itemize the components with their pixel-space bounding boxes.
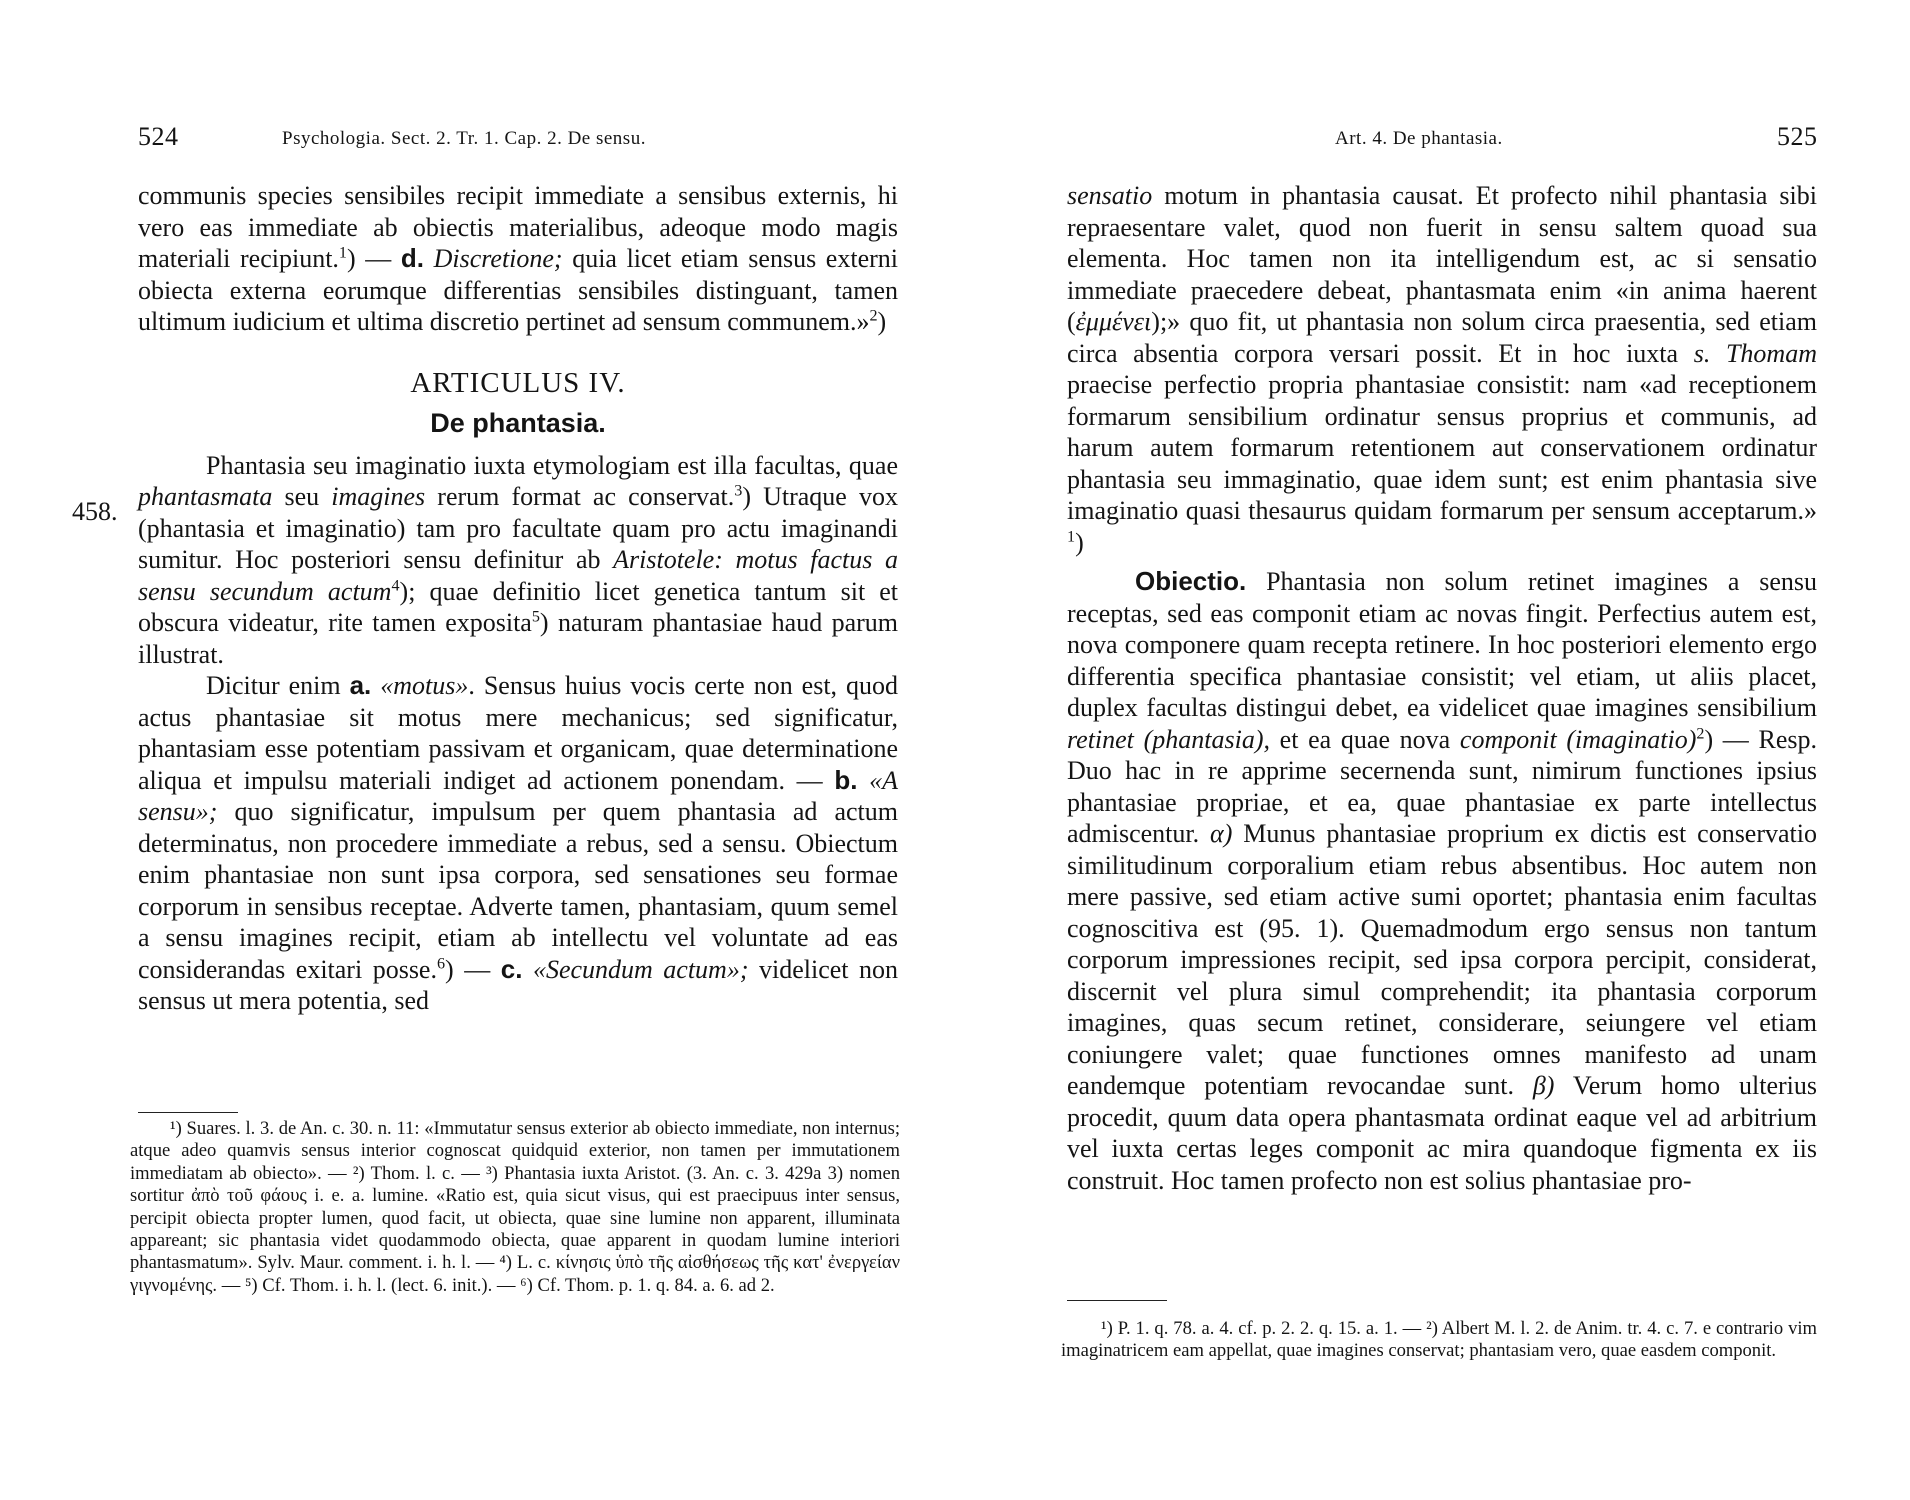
text-run: praecise perfectio propria phantasiae consistit: nam «ad receptionem formarum sensibilium ordinatur sensus proprius et communis, ad harum autem formarum retentionem aut conservationem ordinatur phantasia seu immaginatio, quae idem sunt; est enim phantasia sive imaginatio quasi thesaurus quidam formarum per sensum acceptarum.»: [1067, 370, 1817, 525]
article-title: De phantasia.: [430, 407, 606, 438]
italic-term: «A sensu»;: [138, 765, 898, 826]
footnote-ref: 1: [1067, 527, 1076, 545]
article-heading: ARTICULUS IV.: [410, 366, 626, 399]
footnote-rule: [138, 1112, 238, 1113]
left-body-text: [138, 180, 898, 1017]
greek-enum: α): [1210, 819, 1233, 848]
obiectio-label: Obiectio.: [1135, 566, 1247, 596]
right-body-text: [1067, 180, 1817, 1196]
footnote-ref: 2: [869, 307, 878, 325]
italic-term: componit (imaginatio): [1459, 724, 1697, 754]
footnote-ref: 6: [436, 954, 446, 972]
italic-term: retinet (phantasia),: [1067, 724, 1270, 754]
item-label: a.: [349, 670, 372, 700]
right-running-head: [955, 122, 1910, 156]
italic-term: «motus»: [380, 671, 469, 700]
footnote-ref: 4: [391, 576, 400, 594]
footnote-ref: 5: [531, 608, 540, 626]
italic-term: imagines: [331, 482, 426, 511]
right-running-title: Art. 4. De phantasia.: [1335, 128, 1503, 149]
text-run: Phantasia non solum retinet imagines a sensu receptas, sed eas componit etiam ac novas fingit. Perfectius autem est, nova componere quam recepta retinere. In hoc posteriori elemento ergo differentia specifica phantasiae consistit; vel etiam, ut aliis placet, duplex facultas distingui debet, ea videlicet quae imagines sensibilium: [1067, 567, 1817, 722]
text-run: videlicet non sensus ut mera potentia, sed: [138, 954, 899, 1015]
margin-number: 458.: [72, 497, 118, 526]
text-run: —: [453, 954, 501, 984]
italic-term: phantasmata: [138, 482, 273, 511]
italic-term: s. Thomam: [1693, 338, 1817, 368]
left-running-head: [0, 122, 955, 156]
text-run: — Resp. Duo hac in re apprime secernenda sunt, nimirum functiones ipsius phantasiae propriae, et ea, quae phantasiae ex parte intellectus admiscentur.: [1067, 724, 1817, 848]
text-run: . Sensus huius vocis certe non est, quod actus phantasiae sit motus mere mechanicus; sed significatur, phantasiam esse potentiam passivam et organicam, quae determinatione aliqua et impulsu materiali indiget ad actionem ponendam. —: [138, 671, 899, 795]
greek-word: ἐμμένει: [1075, 307, 1152, 336]
right-page-number: 525: [1777, 122, 1818, 151]
footnote-rule: [1067, 1300, 1167, 1301]
left-footnotes: [130, 1118, 900, 1297]
text-run: quia licet etiam sensus externi obiecta externa eorumque differentias sensibiles distinguant, tamen ultimum iudicium et ultima discretio pertinet ad sensum communem.»: [138, 244, 898, 336]
footnote-ref: 1: [338, 244, 347, 262]
text-run: —: [355, 244, 401, 273]
item-label: c.: [500, 953, 523, 984]
greek-enum: β): [1532, 1071, 1555, 1100]
right-page: [955, 0, 1910, 1500]
text-run: Munus phantasiae proprium ex dictis est conservatio similitudinum corporalium etiam rebus absentibus. Hoc autem non mere passive, sed etiam active sumi oportet; phantasia enim facultas cognoscitiva est (95. 1). Quemadmodum ergo sensus non tantum corporum impressiones recipit, sed ipsa corpora percipit, considerat, discernit vel plura simul comprehendit; ita phantasia corporum imagines, quas secum retinet, considerare, seiungere vel etiam coniungere valet; quae functiones omnes manifesto ad unam eandemque potentiam revocandae sunt.: [1067, 819, 1817, 1100]
text-run: quo significatur, impulsum per quem phantasia ad actum determinatus, non procedere immediate a rebus, sed a sensu. Obiectum enim phantasiae non sunt ipsa corpora, sed sensationes seu formae corporum in sensibus receptae. Adverte tamen, phantasiam, quum semel a sensu imagines recipit, etiam ab intellectu vel voluntate ad eas considerandas exitari posse.: [138, 797, 898, 984]
text-run: Dicitur enim: [206, 671, 350, 700]
text-run: et ea quae nova: [1269, 724, 1460, 754]
text-run: );» quo fit, ut phantasia non solum circa praesentia, sed etiam circa absentia corpora versari possit. Et in hoc iuxta: [1067, 307, 1817, 368]
text-run: naturam phantasiae haud parum illustrat.: [138, 608, 898, 669]
footnote-ref: 2: [1696, 724, 1705, 742]
text-run: ; quae definitio licet genetica tantum sit et obscura videatur, rite tamen exposita: [138, 576, 899, 637]
italic-term: Aristotele: motus factus a sensu secundum actum: [138, 545, 898, 606]
right-footnotes: [1061, 1318, 1817, 1363]
text-run: communis species sensibiles recipit immediate a sensibus externis, hi vero eas immediate ab obiectis materialibus, adeoque modo magis materiali recipiunt.: [138, 181, 898, 273]
item-label: d.: [400, 243, 424, 273]
left-running-title: Psychologia. Sect. 2. Tr. 1. Cap. 2. De sensu.: [282, 128, 646, 149]
text-run: motum in phantasia causat. Et profecto nihil phantasia sibi repraesentare valet, quod non fuerit in sensu saltem quoad sua elementa. Hoc tamen non ita intelligendum est, ac si sensatio immediate praecedere debeat, phantasmata enim «in anima haerent (: [1067, 181, 1817, 336]
italic-term: Discretione;: [433, 244, 563, 273]
left-page-number: 524: [138, 122, 179, 151]
footnote-ref: 3: [734, 482, 743, 500]
continued-paragraph: sensatio motum in phantasia causat. Et profecto nihil phantasia sibi repraesentare valet, quod non fuerit in sensu saltem quoad sua elementa. Hoc tamen non ita intelligendum est, ac si sensatio immediate praecedere debeat, phantasmata enim «in anima haerent (ἐμμένει);» quo fit, ut phantasia non solum circa praesentia, sed etiam circa absentia corpora versari possit. Et in hoc iuxta s. Thomam praecise perfectio propria phantasiae consistit: nam «ad receptionem formarum sensibilium ordinatur sensus proprius et communis, ad harum autem formarum retentionem aut conservationem ordinatur phantasia seu immaginatio, quae idem sunt; est enim phantasia sive imaginatio quasi thesaurus quidam formarum per sensum acceptarum.» $^1$): [1067, 181, 1817, 557]
text-run: seu: [272, 482, 332, 511]
text-run: Utraque vox (phantasia et imaginatio) tam pro facultate quam pro actu imaginandi sumitur. Hoc posteriori sensu definitur ab: [138, 482, 898, 574]
italic-term: «Secundum actum»;: [532, 954, 749, 984]
item-label: b.: [834, 764, 858, 795]
text-run: rerum format ac conservat.: [425, 482, 735, 511]
paragraph-dicitur: Dicitur enim a. «motus». Sensus huius vocis certe non est, quod actus phantasiae sit motus mere mechanicus; sed significatur, phantasiam esse potentiam passivam et organicam, quae determinatione aliqua et impulsu materiali indiget ad actionem ponendam. — b. «A sensu»; quo significatur, impulsum per quem phantasia ad actum determinatus, non procedere immediate a rebus, sed a sensu. Obiectum enim phantasiae non sunt ipsa corpora, sed sensationes seu formae corporum in sensibus receptae. Adverte tamen, phantasiam, quum semel a sensu imagines recipit, etiam ab intellectu vel voluntate ad eas considerandas exitari posse.$^6$) — c. «Secundum actum»; videlicet non sensus ut mera potentia, sed: [138, 670, 899, 1015]
footnote-text: ¹) P. 1. q. 78. a. 4. cf. p. 2. 2. q. 15. a. 1. — ²) Albert M. l. 2. de Anim. tr. 4. c. 7. e contrario vim imaginatricem eam appellat, quae imagines conservat; phantasiam vero, quae easdem componit.: [1061, 1318, 1817, 1362]
paragraph-obiectio: Obiectio. Phantasia non solum retinet imagines a sensu receptas, sed eas componit etiam ac novas fingit. Perfectius autem est, nova componere quam recepta retinere. In hoc posteriori elemento ergo differentia specifica phantasiae consistit; vel etiam, ut aliis placet, duplex facultas distingui debet, ea videlicet quae imagines sensibilium retinet (phantasia), et ea quae nova componit (imaginatio)$^2$) — Resp. Duo hac in re apprime secernenda sunt, nimirum functiones ipsius phantasiae propriae, et ea, quae phantasiae ex parte intellectus admiscentur. α) Munus phantasiae proprium ex dictis est conservatio similitudinum corporalium etiam rebus absentibus. Hoc autem non mere passive, sed etiam active sumi oportet; phantasia enim facultas cognoscitiva est (95. 1). Quemadmodum ergo sensus non tantum corporum impressiones recipit, sed ipsa corpora percipit, considerat, discernit vel plura simul comprehendit; ita phantasia corporum imagines, quas secum retinet, considerare, seiungere vel etiam coniungere valet; quae functiones omnes manifesto ad unam eandemque potentiam revocandae sunt. β) Verum homo ulterius procedit, quum data opera phantasmata ordinat eaque vel ad arbitrium vel iuxta certas leges componit ac mira quandoque figmenta ex iis construit. Hoc tamen profecto non est solius phantasiae pro-: [1067, 566, 1817, 1195]
text-run: Verum homo ulterius procedit, quum data opera phantasmata ordinat eaque vel ad arbitrium vel iuxta certas leges componit ac mira quandoque figmenta ex iis construit. Hoc tamen profecto non est solius phantasiae pro-: [1067, 1071, 1817, 1195]
paragraph-458: Phantasia seu imaginatio iuxta etymologiam est illa facultas, quae phantasmata seu imagines rerum format ac conservat.$^3$) Utraque vox (phantasia et imaginatio) tam pro facultate quam pro actu imaginandi sumitur. Hoc posteriori sensu definitur ab Aristotele: motus factus a sensu secundum actum$^4$); quae definitio licet genetica tantum sit et obscura videatur, rite tamen exposita$^5$) naturam phantasiae haud parum illustrat.: [138, 450, 899, 669]
text-run: Phantasia seu imaginatio iuxta etymologiam est illa facultas, quae: [206, 450, 898, 480]
continued-paragraph: communis species sensibiles recipit immediate a sensibus externis, hi vero eas immediate ab obiectis materialibus, adeoque modo magis materiali recipiunt.$^1$) — d. Discretione; quia licet etiam sensus externi obiecta externa eorumque differentias sensibiles distinguant, tamen ultimum iudicium et ultima discretio pertinet ad sensum communem.»$^2$): [138, 181, 898, 336]
italic-term: sensatio: [1067, 181, 1153, 210]
footnote-text: ¹) Suares. l. 3. de An. c. 30. n. 11: «Immutatur sensus exterior ab obiecto immediate, non internus; atque adeo quamvis sensus interior cognoscat quidquid exterior, non tamen per immutationem immediatam ab obiecto». — ²) Thom. l. c. — ³) Phantasia iuxta Aristot. (3. An. c. 3. 429a 3) nomen sortitur ἀπὸ τοῦ φάους i. e. a. lumine. «Ratio est, quia sicut visus, qui est praecipuus inter sensus, percipit obiecta propter lumen, quod facit, ut obiecta, quae sine lumine non apparent, illuminata appareant; sic phantasia videt quodammodo obiecta, quae apparent in quodam lumine interiori phantasmatum». Sylv. Maur. comment. i. h. l. — ⁴) L. c. κίνησις ὑπὸ τῆς αἰσθήσεως τῆς κατ' ἐνεργείαν γιγνομένης. — ⁵) Cf. Thom. i. h. l. (lect. 6. init.). — ⁶) Cf. Thom. p. 1. q. 84. a. 6. ad 2.: [130, 1118, 900, 1296]
